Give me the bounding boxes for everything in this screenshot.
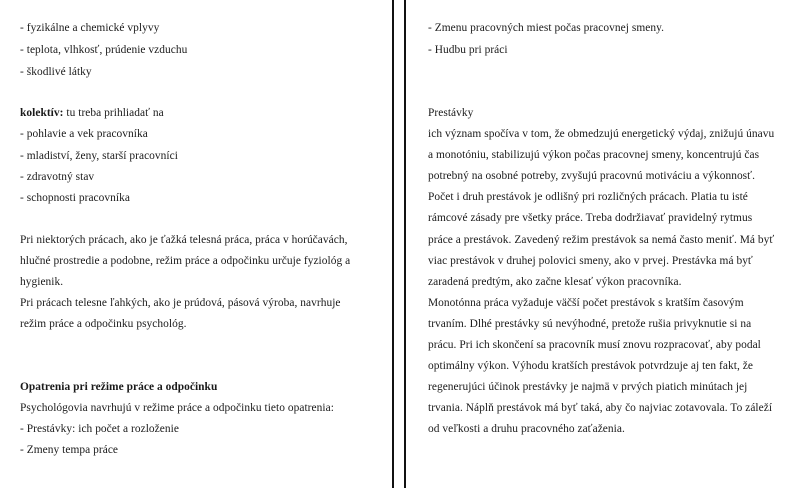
paragraph-line: hygienik. [20, 276, 64, 288]
measure-item: - Hudbu pri práci [428, 44, 508, 56]
page-divider-left [392, 0, 394, 488]
paragraph-line: Pri prácach telesne ľahkých, ako je prúdová, pásová výroba, navrhuje [20, 297, 341, 309]
prestavky-line: od veľkosti a druhu pracovného zaťaženia. [428, 423, 625, 435]
prestavky-line: zaradená predtým, ako začne klesať výkon pracovníka. [428, 276, 682, 288]
kolektiv-text: tu treba prihliadať na [63, 107, 164, 119]
prestavky-line: optimálny výkon. Výhodu kratších prestávok potvrdzuje aj ten fakt, že [428, 360, 753, 372]
paragraph-line: Pri niektorých prácach, ako je ťažká telesná práca, práca v horúčavách, [20, 234, 348, 246]
opatrenia-item: - Prestávky: ich počet a rozloženie [20, 423, 179, 435]
prestavky-line: práce a prestávok. Zavedený režim prestávok sa nemá často meniť. Má byť [428, 234, 775, 246]
kolektiv-line [20, 106, 164, 121]
prestavky-line: regenerujúci účinok prestávky je najmä v prvých piatich minútach jej [428, 381, 748, 393]
workplace-item: - teplota, vlhkosť, prúdenie vzduchu [20, 44, 188, 56]
measure-item: - Zmenu pracovných miest počas pracovnej smeny. [428, 22, 664, 34]
prestavky-line: Monotónna práca vyžaduje väčší počet prestávok s kratším časovým [428, 297, 744, 309]
kolektiv-item: - schopnosti pracovníka [20, 192, 130, 204]
kolektiv-item: - zdravotný stav [20, 171, 95, 183]
kolektiv-item: - pohlavie a vek pracovníka [20, 128, 148, 140]
prestavky-heading: Prestávky [428, 107, 474, 119]
page-gutter [394, 0, 404, 488]
opatrenia-intro: Psychológovia navrhujú v režime práce a odpočinku tieto opatrenia: [20, 402, 334, 414]
workplace-item: - fyzikálne a chemické vplyvy [20, 22, 160, 34]
prestavky-line: Počet i druh prestávok je odlišný pri rozličných prácach. Platia tu isté [428, 191, 748, 203]
prestavky-line: rámcové zásady pre všetky práce. Treba dodržiavať pravidelný rytmus [428, 212, 753, 224]
prestavky-line: ich význam spočíva v tom, že obmedzujú energetický výdaj, znižujú únavu [428, 128, 775, 140]
prestavky-line: trvania. Náplň prestávok má byť taká, aby čo najviac zotavovala. To záleží [428, 402, 773, 414]
prestavky-line: potrebný na osobné potreby, zvyšujú pracovnú motiváciu a výkonnosť. [428, 170, 755, 182]
opatrenia-item: - Zmeny tempa práce [20, 444, 119, 456]
prestavky-line: viac prestávok v druhej polovici smeny, ako v prvej. Prestávka má byť [428, 255, 753, 267]
paragraph-line: hlučné prostredie a podobne, režim práce a odpočinku určuje fyziológ a [20, 255, 351, 267]
prestavky-line: a monotóniu, stabilizujú výkon počas pracovnej smeny, koncentrujú čas [428, 149, 760, 161]
prestavky-line: prácu. Pri ich skončení sa pracovník musí znovu rozpracovať, aby podal [428, 339, 761, 351]
right-page [406, 0, 800, 488]
opatrenia-heading: Opatrenia pri režime práce a odpočinku [20, 381, 218, 393]
kolektiv-item: - mladiství, ženy, starší pracovníci [20, 150, 178, 162]
workplace-item: - škodlivé látky [20, 66, 92, 78]
prestavky-line: trvaním. Dlhé prestávky sú nevýhodné, pretože rušia privyknutie si na [428, 318, 752, 330]
paragraph-line: režim práce a odpočinku psychológ. [20, 318, 187, 330]
kolektiv-label: kolektív: [20, 107, 64, 119]
left-page [0, 0, 392, 488]
